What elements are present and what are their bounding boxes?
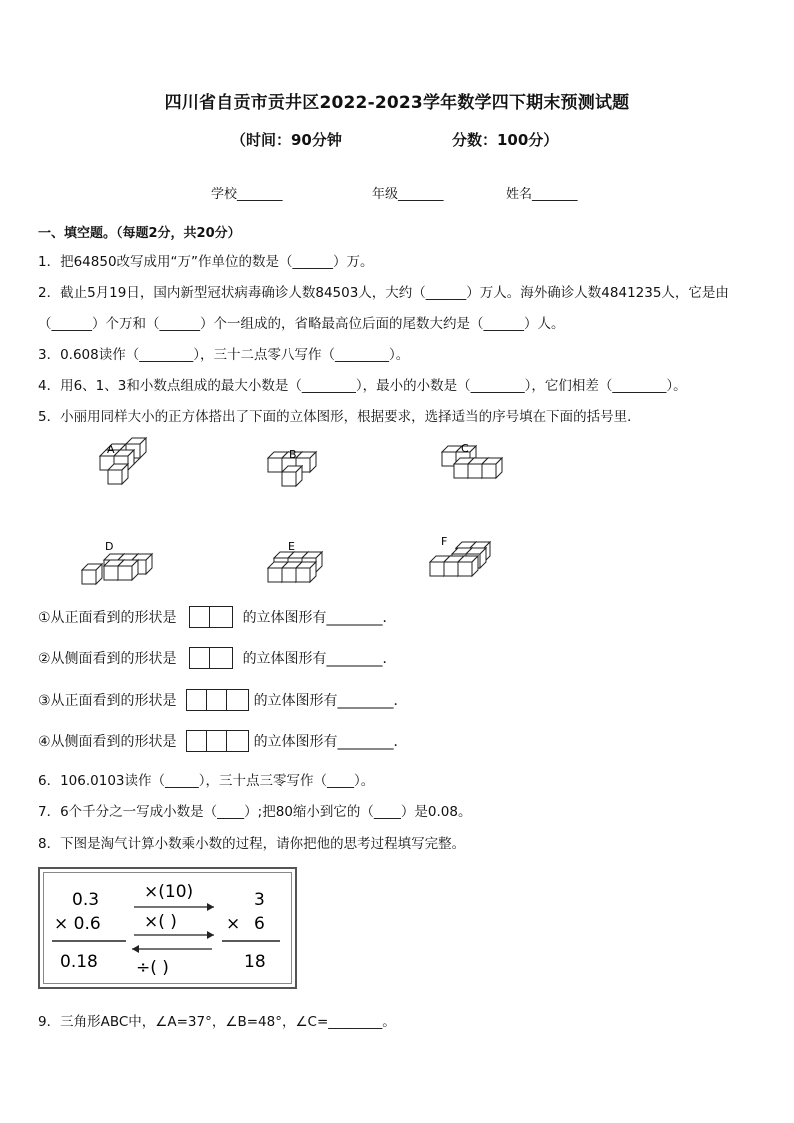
q5-item-3-suffix: 的立体图形有________． <box>253 693 408 709</box>
score-info: 分数：100分） <box>452 131 559 149</box>
left-bottom-number: 0.18 <box>60 952 98 972</box>
cube-figures <box>0 430 794 600</box>
question-2-line1: 2．截止5月19日，国内新型冠状病毒确诊人数84503人，大约（______）万人。海外确诊人数4841235人，它是由 <box>38 285 729 301</box>
grade-field: 年级_______ <box>372 187 444 202</box>
arrow-label-1: ×(10) <box>144 882 194 902</box>
right-top-number: 3 <box>254 890 265 910</box>
q5-item-2 <box>38 647 397 669</box>
q5-item-4-prefix: ④从侧面看到的形状是 <box>38 734 177 750</box>
left-top-number: 0.3 <box>72 890 100 910</box>
arrow-label-2: ×( ) <box>144 912 177 932</box>
question-8: 8．下图是淘气计算小数乘小数的过程，请你把他的思考过程填写完整。 <box>38 836 466 852</box>
figure-f <box>430 542 490 576</box>
page-title: 四川省自贡市贡井区2022-2023学年数学四下期末预测试题 <box>164 93 630 113</box>
question-9: 9．三角形ABC中，∠A=37°，∠B=48°，∠C=________。 <box>38 1014 396 1030</box>
figure-label-a: A <box>107 443 115 456</box>
grid-2-cells <box>189 606 233 628</box>
grid-3-cells <box>186 689 249 711</box>
section-heading: 一、填空题。（每题2分，共20分） <box>38 226 241 241</box>
right-mid-number: 6 <box>254 914 265 934</box>
q5-item-3-prefix: ③从正面看到的形状是 <box>38 693 177 709</box>
figure-label-d: D <box>105 540 114 553</box>
time-info: （时间：90分钟 <box>231 131 342 149</box>
figure-label-e: E <box>288 540 295 553</box>
arrow-label-3: ÷( ) <box>136 958 169 978</box>
school-field: 学校_______ <box>211 187 283 202</box>
figure-d <box>82 554 152 584</box>
grid-3-cells <box>186 730 249 752</box>
figure-label-f: F <box>441 535 448 548</box>
q5-item-2-suffix: 的立体图形有________． <box>242 651 397 667</box>
right-bottom-number: 18 <box>244 952 266 972</box>
question-5: 5．小丽用同样大小的正方体搭出了下面的立体图形，根据要求，选择适当的序号填在下面的括号里． <box>38 409 641 425</box>
multiplication-diagram <box>38 867 297 989</box>
right-times-sign: × <box>226 914 241 934</box>
question-2-line2: （______）个万和（______）个一组成的，省略最高位后面的尾数大约是（______）人。 <box>38 316 565 332</box>
q5-item-3 <box>38 689 408 711</box>
question-3: 3．0.608读作（________），三十二点零八写作（________）。 <box>38 347 410 363</box>
figure-label-c: C <box>461 442 469 455</box>
q5-item-1-prefix: ①从正面看到的形状是 <box>38 610 177 626</box>
q5-item-1 <box>38 606 397 628</box>
q5-item-4-suffix: 的立体图形有________． <box>253 734 408 750</box>
left-mid-number: × 0.6 <box>54 914 101 934</box>
question-7: 7．6个千分之一写成小数是（____）;把80缩小到它的（____）是0.08。 <box>38 804 472 820</box>
name-field: 姓名_______ <box>506 187 578 202</box>
q5-item-2-prefix: ②从侧面看到的形状是 <box>38 651 177 667</box>
figure-e <box>268 552 322 582</box>
question-6: 6．106.0103读作（_____），三十点三零写作（____）。 <box>38 773 375 789</box>
q5-item-4 <box>38 730 408 752</box>
figure-c <box>442 446 502 478</box>
grid-2-cells <box>189 647 233 669</box>
q5-item-1-suffix: 的立体图形有________． <box>242 610 397 626</box>
figure-label-b: B <box>289 448 297 461</box>
question-4: 4．用6、1、3和小数点组成的最大小数是（________），最小的小数是（________），它们相差（________）。 <box>38 378 687 394</box>
question-1: 1．把64850改写成用“万”作单位的数是（______）万。 <box>38 254 374 270</box>
